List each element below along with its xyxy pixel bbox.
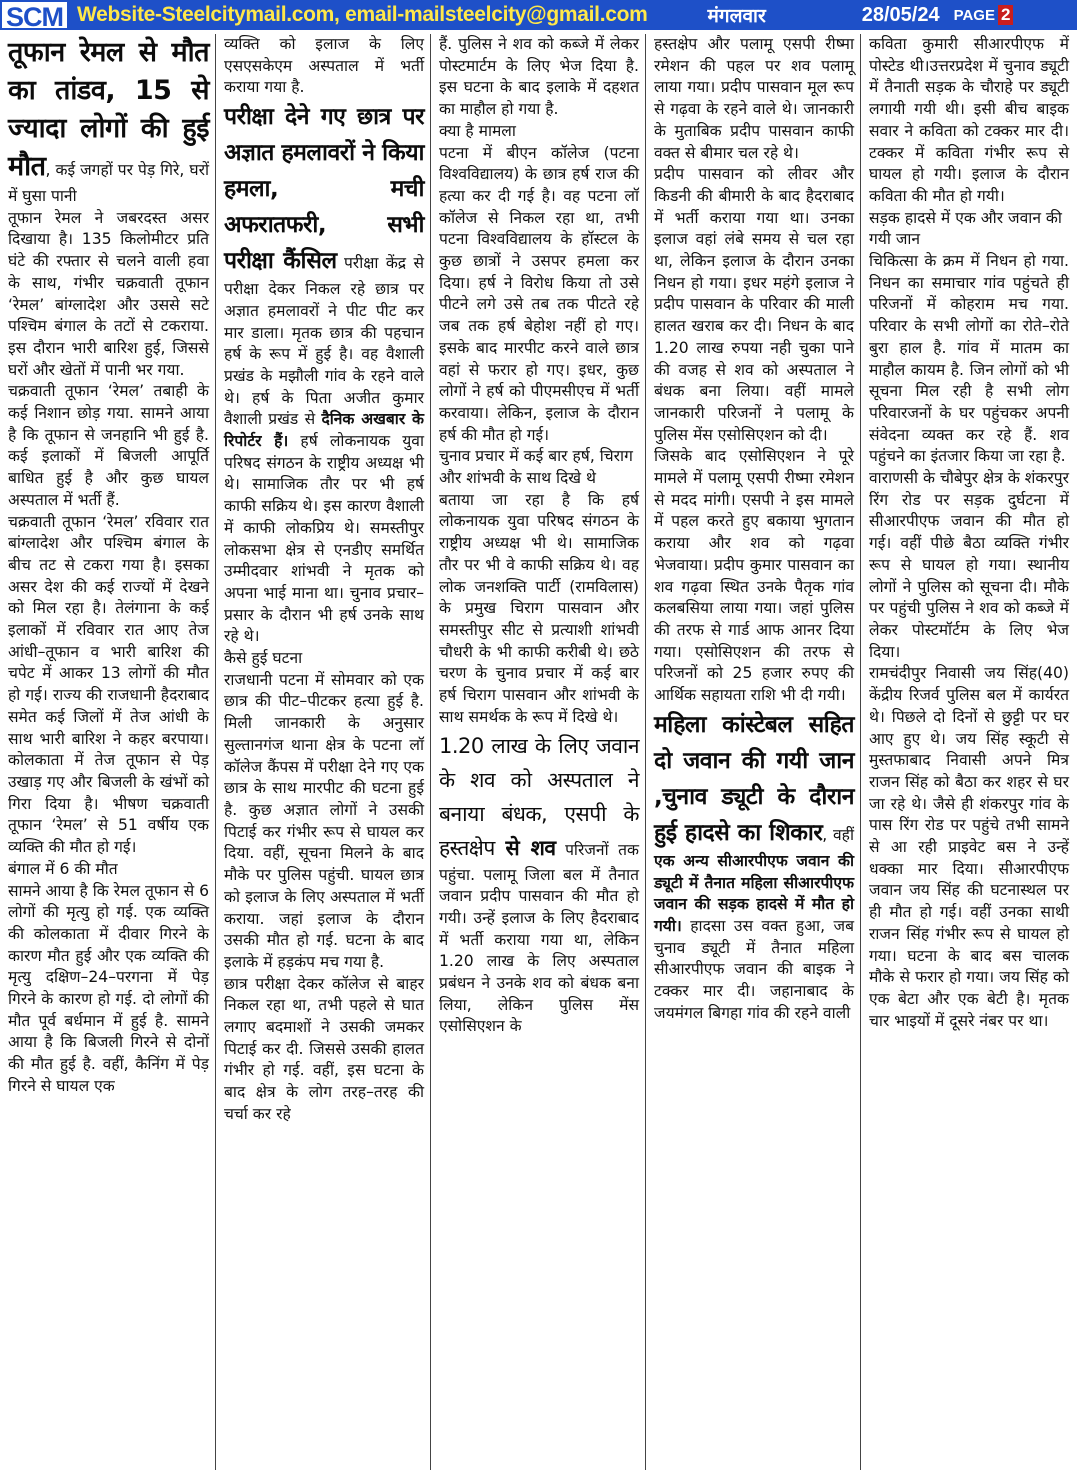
subheading: कैसे हुई घटना xyxy=(224,649,303,668)
paragraph: पलामू जिला बल में तैनात जवान प्रदीप पासवान की मौत हो गयी। उन्हें इलाज के लिए हैदराबाद में भर्ती कराया गया था, लेकिन 1.20 लाख के लिए अस्पताल प्रबंधन ने उनके शव को बंधक बना लिया, लेकिन पुलिस मेंस एसोसिएशन के xyxy=(439,865,639,1036)
subheading: क्या है मामला xyxy=(439,121,516,140)
paragraph: प्रदीप पासवान को लीवर और किडनी की बीमारी के बाद हैदराबाद में भर्ती कराया गया था। उनका इलाज वहां लंबे समय से चल रहा था, लेकिन इलाज के दौरान उनका निधन हो गया। इधर महंगे इलाज ने प्रदीप पासवान के परिवार की माली हालत खराब कर दी। निधन के बाद 1.20 लाख रुपया नही चुका पाने की वजह से शव को अस्पताल ने बंधक बना लिया। वहीं मामले जानकारी परिजनों ने पलामू के पुलिस मेंस एसोसिएशन को दी। xyxy=(654,165,854,444)
page-indicator xyxy=(954,5,1014,25)
column-2 xyxy=(215,34,430,1470)
column-3 xyxy=(430,34,645,1470)
paragraph: परिजनों तक पहुंचा. xyxy=(439,840,639,884)
paragraph: वाराणसी के चौबेपुर क्षेत्र के शंकरपुर रिंग रोड पर सड़क दुर्घटना में सीआरपीएफ जवान की मौत हो गई। वहीं पीछे बैठा व्यक्ति गंभीर रूप से घायल हो गया। स्थानीय लोगों ने पुलिस को सूचना दी। मौके पर पहुंची पुलिस ने शव को कब्जे में लेकर पोस्टमॉर्टम के लिए भेज दिया। xyxy=(869,469,1069,661)
masthead xyxy=(0,0,1077,30)
paragraph: चक्रवाती तूफान ‘रेमल’ रविवार रात बांग्लादेश और पश्चिम बंगाल के बीच तट से टकरा गया है। इसका असर देश की कई राज्यों में देखने को मिल रहा है। तेलंगाना के कई इलाकों में रविवार रात आए तेज आंधी–तूफान व भारी बारिश की चपेट में आकर 13 लोगों की मौत हो गई। राज्य की राजधानी हैदराबाद समेत कई जिलों में तेज आंधी के साथ भारी बारिश ने कहर बरपाया। कोलकाता में तेज तूफान से पेड़ उखाड़ गए और बिजली के खंभों को गिरा दिया है। भीषण चक्रवाती तूफान ‘रेमल’ से 51 वर्षीय एक व्यक्ति की मौत हो गई। xyxy=(8,512,209,857)
headline-lead: , कई जगहों पर पेड़ गिरे, घरों में घुसा पानी xyxy=(8,161,209,205)
subheading: बंगाल में 6 की मौत xyxy=(8,859,118,878)
column-5 xyxy=(860,34,1075,1470)
paragraph: हर्ष लोकनायक युवा परिषद संगठन के राष्ट्रीय अध्यक्ष भी थे। सामाजिक तौर पर भी हर्ष काफी सक्रिय थे। इस कारण वैशाली में काफी लोकप्रिय थे। समस्तीपुर लोकसभा क्षेत्र से एनडीए समर्थित उम्मीदवार शांभवी ने मृतक को अपना भाई माना था। चुनाव प्रचार–प्रसार के दौरान भी हर्ष उनके साथ रहे थे। xyxy=(224,432,425,646)
headline-jawan-body-hostage: 1.20 लाख के लिए जवान के शव को अस्पताल ने बनाया बंधक, एसपी के हस्तक्षेप xyxy=(439,733,639,860)
column-1 xyxy=(0,34,215,1470)
paragraph: हस्तक्षेप और पलामू एसपी रीष्मा रमेशन की पहल पर शव पलामू लाया गया। प्रदीप पासवान मूल रूप से गढ़वा के रहने वाले थे। जानकारी के मुताबिक प्रदीप पासवान काफी वक्त से बीमार चल रहे थे। xyxy=(654,35,854,162)
paragraph: चिकित्सा के क्रम में निधन हो गया. निधन का समाचार गांव पहुंचते ही परिजनों में कोहराम मच गया. परिवार के सभी लोगों का रोते–रोते बुरा हाल है. गांव में मातम का माहौल कायम है. जिन लोगों को भी सूचना मिल रही है सभी लोग परिवारजनों के घर पहुंचकर अपनी संवेदना व्यक्त कर रहे हैं. शव पहुंचने का इंतजार किया जा रहा है. xyxy=(869,252,1069,466)
paragraph: हैं. पुलिस ने शव को कब्जे में लेकर पोस्टमार्टम के लिए भेज दिया है. इस घटना के बाद इलाके में दहशत का माहौल हो गया है. xyxy=(439,35,639,119)
paragraph: परीक्षा केंद्र से परीक्षा देकर निकल रहे छात्र पर अज्ञात हमलावरों ने पीट पीट कर मार डाला। मृतक छात्र की पहचान हर्ष के रूप में हुई है। वह वैशाली प्रखंड के मझौली गांव के रहने वाले थे। हर्ष के पिता अजीत कुमार वैशाली प्रखंड से xyxy=(224,254,424,429)
paragraph: राजधानी पटना में सोमवार को एक छात्र की पीट–पीटकर हत्या हुई है. मिली जानकारी के अनुसार सुल्तानगंज थाना क्षेत्र के पटना लॉ कॉलेज कैंपस में परीक्षा देने गए एक छात्र के साथ मारपीट की घटना हुई है. कुछ अज्ञात लोगों ने उसकी पिटाई कर गंभीर रूप से घायल कर दिया. वहीं, सूचना मिलने के बाद मौके पर पुलिस पहुंची. घायल छात्र को इलाज के लिए अस्पताल में भर्ती कराया. जहां इलाज के दौरान उसकी मौत हो गई. घटना के बाद इलाके में हड़कंप मच गया है. xyxy=(224,670,424,971)
bold-text: एक अन्य सीआरपीएफ जवान की ड्यूटी में तैनात महिला सीआरपीएफ जवान की सड़क हादसे में मौत हो गयी। xyxy=(654,851,854,935)
paragraph: तूफान रेमल ने जबरदस्त असर दिखाया है। 135 किलोमीटर प्रति घंटे की रफ्तार से चलने वाली हवा के साथ, गंभीर चक्रवाती तूफान ‘रेमल’ बांग्लादेश और उससे सटे पश्चिम बंगाल के तटों से टकराया. इस दौरान भारी बारिश हुई, जिससे घरों और खेतों में पानी भर गया. xyxy=(8,208,209,379)
paragraph: सामने आया है कि रेमल तूफान से 6 लोगों की मृत्यु हो गई. एक व्यक्ति की कोलकाता में दीवार गिरने के कारण मौत हुई और एक व्यक्ति की मृत्यु दक्षिण–24–परगना में पेड़ गिरने के कारण हो गई. दो लोगों की मौत पूर्व बर्धमान में हुई है. सामने आया है कि बिजली गिरने से दोनों की मौत हुई है. वहीं, कैनिंग में पेड़ गिरने से घायल एक xyxy=(8,881,209,1095)
bold-text: दैनिक अखबार के रिपोर्टर हैं। xyxy=(224,410,424,451)
subheading: चुनाव प्रचार में कई बार हर्ष, चिराग और शांभवी के साथ दिखे थे xyxy=(439,447,633,488)
paragraph: जिसके बाद एसोसिएशन ने पूरे मामले में पलामू एसपी रीष्मा रमेशन से मदद मांगी। एसपी ने इस मामले में पहल करते हुए बकाया भुगतान कराया और शव को गढ़वा भेजवाया। प्रदीप कुमार पासवान का शव गढ़वा स्थित उनके पैतृक गांव कलबसिया लाया गया। जहां पुलिस की तरफ से गार्ड आफ आनर दिया गया। एसोसिएशन की तरफ से परिजनों को 25 हजार रुपए की आर्थिक सहायता राशि भी दी गयी। xyxy=(654,447,854,705)
paragraph: हादसा उस वक्त हुआ, जब चुनाव ड्यूटी में तैनात महिला सीआरपीएफ जवान की बाइक ने टक्कर मार दी। जहानाबाद के जयमंगल बिगहा गांव की रहने वाली xyxy=(654,916,854,1022)
paragraph: पटना में बीएन कॉलेज (पटना विश्वविद्यालय) के छात्र हर्ष राज की हत्या कर दी गई है। वह पटना लॉ कॉलेज से निकल रहा था, तभी पटना विश्वविद्यालय के हॉस्टल के कुछ छात्रों ने उसपर हमला कर दिया। हर्ष ने विरोध किया तो उसे पीटने लगे उसे तब तक पीटते रहे जब तक हर्ष बेहोश नहीं हो गए। इसके बाद मारपीट करने वाले छात्र वहां से फरार हो गए। इधर, कुछ लोगों ने हर्ष को पीएमसीएच में भर्ती करवाया। लेकिन, इलाज के दौरान हर्ष की मौत हो गई। xyxy=(439,143,639,444)
headline-bold-part: से शव xyxy=(505,835,556,860)
website-email-line: Website-Steelcitymail.com, email-mailsteelcity@gmail.com xyxy=(77,3,648,26)
weekday: मंगलवार xyxy=(707,5,766,27)
page-number: 2 xyxy=(998,5,1013,25)
paragraph: बताया जा रहा है कि हर्ष लोकनायक युवा परिषद संगठन के राष्ट्रीय अध्यक्ष भी थे। सामाजिक तौर पर भी वे काफी सक्रिय थे। वह लोक जनशक्ति पार्टी (रामविलास) के प्रमुख चिराग पासवान और समस्तीपुर सीट से प्रत्याशी शांभवी चौधरी के भी काफी करीबी थे। छठे चरण के चुनाव प्रचार में कई बार हर्ष चिराग पासवान और शांभवी के साथ समर्थक के रूप में दिखे थे। xyxy=(439,490,639,726)
logo: SCM xyxy=(0,0,69,30)
paragraph: , वहीं xyxy=(822,825,854,844)
headline-crpf-accident: महिला कांस्टेबल सहित दो जवान की गयी जान ,चुनाव ड्यूटी के दौरान हुई हादसे का शिकार xyxy=(654,711,854,846)
headline-cyclone-remal: तूफान रेमल से मौत का तांडव, 15 से ज्यादा लोगों की हुई मौत xyxy=(8,37,209,182)
paragraph: व्यक्ति को इलाज के लिए एसएसकेएम अस्पताल में भर्ती कराया गया है. xyxy=(224,35,424,97)
headline-student-attack: परीक्षा देने गए छात्र पर अज्ञात हमलावरों ने किया हमला, मची अफरातफरी, सभी परीक्षा कैंसिल xyxy=(224,104,424,275)
article-columns xyxy=(0,34,1077,1470)
paragraph: कविता कुमारी सीआरपीएफ में पोस्टेड थी।उत्तरप्रदेश में चुनाव ड्यूटी में तैनाती सड़क के चौराहे पर ड्यूटी लगायी गयी थी। इसी बीच बाइक सवार ने कविता को टक्कर मार दी। टक्कर में कविता गंभीर रूप से घायल हो गयी। इलाज के दौरान कविता की मौत हो गयी। xyxy=(869,35,1069,205)
issue-date: 28/05/24 xyxy=(861,3,940,26)
paragraph: रामचंदीपुर निवासी जय सिंह(40) केंद्रीय रिजर्व पुलिस बल में कार्यरत थे। पिछले दो दिनों से छुट्टी पर घर आए हुए थे। जय सिंह स्कूटी से मुस्तफाबाद निवासी अपने मित्र राजन सिंह को बैठा कर शहर से घर जा रहे थे। जैसे ही शंकरपुर गांव के पास रिंग रोड पर पहुंचे तभी सामने से आ रही प्राइवेट बस ने उन्हें धक्का मार दिया। सीआरपीएफ जवान जय सिंह की घटनास्थल पर ही मौत हो गई। वहीं उनका साथी राजन सिंह गंभीर रूप से घायल हो गया। घटना के बाद बस चालक मौके से फरार हो गया। जय सिंह को एक बेटा और एक बेटी है। मृतक चार भाइयों में दूसरे नंबर पर था। xyxy=(869,664,1069,1030)
subheading: सड़क हादसे में एक और जवान की गयी जान xyxy=(869,208,1062,249)
paragraph: चक्रवाती तूफान ‘रेमल’ तबाही के कई निशान छोड़ गया. सामने आया है कि तूफान से जनहानि भी हुई है. कई इलाकों में बिजली आपूर्ति बाधित हुई है और कुछ घायल अस्पताल में भर्ती हैं. xyxy=(8,382,209,509)
paragraph: छात्र परीक्षा देकर कॉलेज से बाहर निकल रहा था, तभी पहले से घात लगाए बदमाशों ने उसकी जमकर पिटाई कर दी. जिससे उसकी हालत गंभीर हो गई. वहीं, इस घटना के बाद क्षेत्र के लोग तरह–तरह की चर्चा कर रहे xyxy=(224,974,424,1123)
page-label: PAGE xyxy=(953,6,995,24)
column-4 xyxy=(645,34,860,1470)
